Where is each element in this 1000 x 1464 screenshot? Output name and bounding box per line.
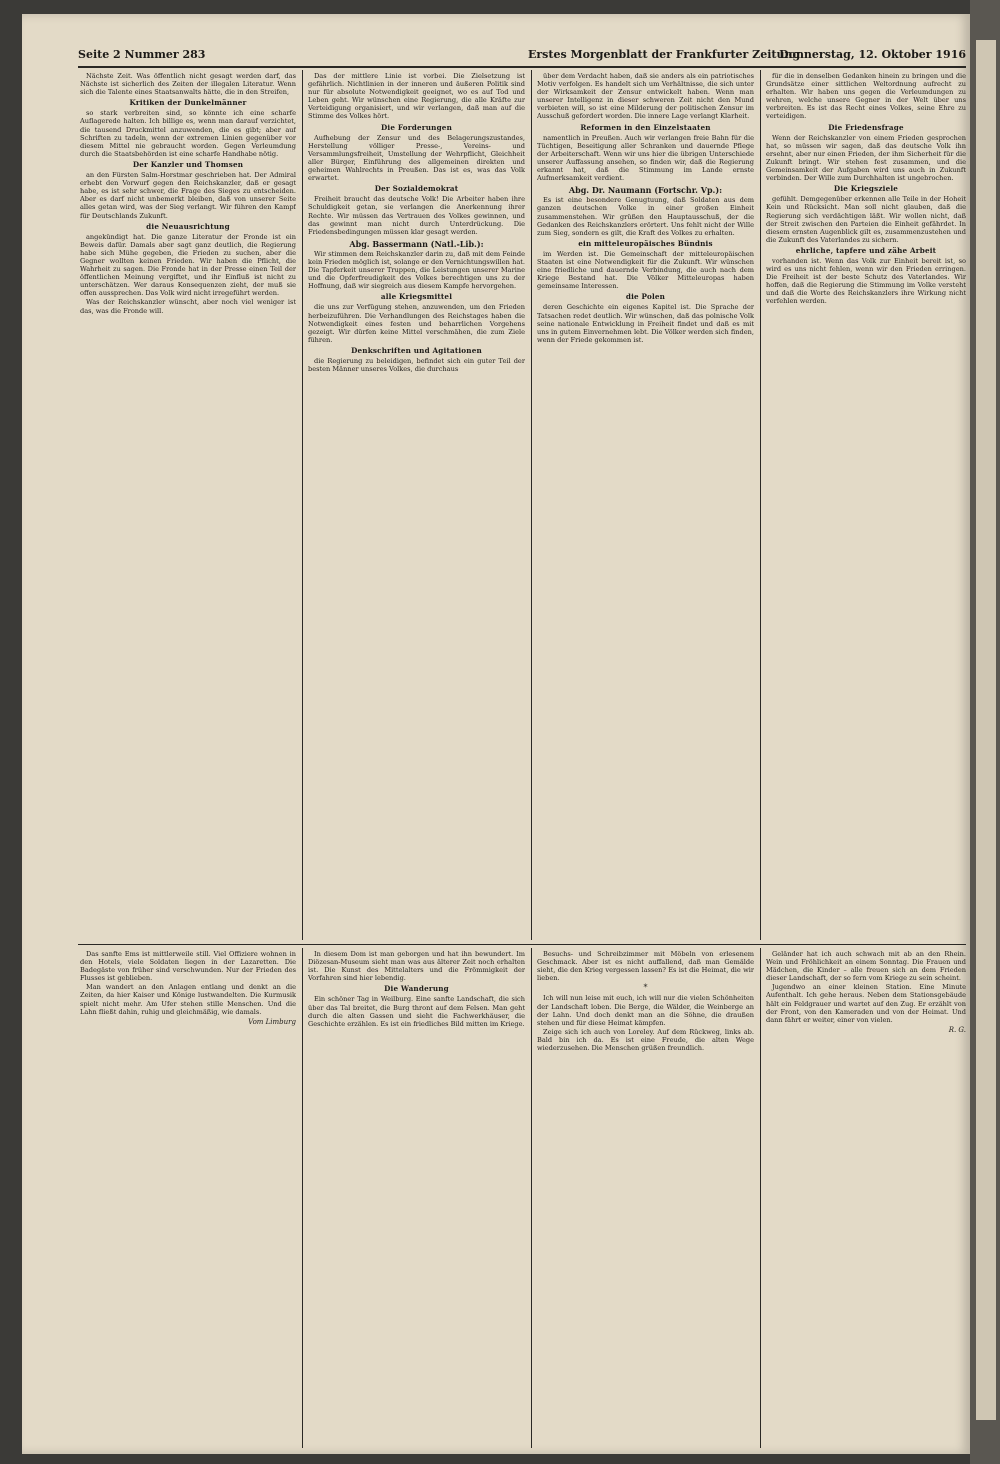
column-divider [302, 948, 303, 1448]
paragraph: Geländer hat ich auch schwach mit ab an den Rhein. Wein und Fröhlichkeit an einem Sonntag. Die Frauen und Mädchen, die Kinder – alle freuen sich an dem Frieden dieser Landschaft, der so fern vom Kriege zu sein scheint. [766, 950, 966, 983]
article-column-2 [308, 72, 525, 940]
paragraph: vorhanden ist. Wenn das Volk zur Einheit bereit ist, so wird es uns nicht fehlen, wenn wir den Frieden erringen. Die Freiheit ist der beste Schutz des Vaterlandes. Wir hoffen, daß die Regierung die Stimmung im Volke versteht und daß die Worte des Reichskanzlers ihre Wirkung nicht verfehlen werden. [766, 256, 966, 306]
newspaper-page [22, 14, 970, 1454]
section-heading: alle Kriegsmittel [380, 292, 453, 302]
paragraph: die Regierung zu beleidigen, befindet sich ein guter Teil der besten Männer unseres Volkes, die durchaus [308, 357, 525, 374]
article-column-1 [80, 72, 296, 940]
feuilleton-column-2 [308, 950, 525, 1445]
paragraph: für die in denselben Gedanken hinein zu bringen und die Grundsätze einer sittlichen Weltordnung aufrecht zu erhalten. Wir haben uns gegen die Verleumdungen zu wehren, welche unsere Gegner in der Welt über uns verbreiten. Es ist das Recht eines Volkes, seine Ehre zu verteidigen. [766, 72, 966, 121]
paragraph: Man wandert an den Anlagen entlang und denkt an die Zeiten, da hier Kaiser und Könige lustwandelten. Die Kurmusik spielt nicht mehr. Am Ufer stehen stille Menschen. Und die Lahn fließt dahin, ruhig und gleichmäßig, wie damals. [80, 983, 296, 1016]
paragraph: Es ist eine besondere Genugtuung, daß Soldaten aus dem ganzen deutschen Volke in einer großen Einheit zusammenstehen. Wir grüßen den Hauptausschuß, der die Gedanken des Reichskanzlers erörtert. Uns fehlt nicht der Wille zum Sieg, sondern es gilt, die Kraft des Volkes zu erhalten. [537, 196, 754, 237]
paragraph: Aufhebung der Zensur und des Belagerungszustandes, Herstellung völliger Presse-, Vereins- und Versammlungsfreiheit, Umstellung der Wehrpflicht, Gleichheit aller Bürger, Einführung des allgemeinen direkten und geheimen Wahlrechts in Preußen. Das ist es, was das Volk erwartet. [308, 133, 525, 183]
column-divider [302, 70, 303, 940]
issue-date: Donnerstag, 12. Oktober 1916 [779, 48, 966, 61]
paragraph: Wenn der Reichskanzler von einem Frieden gesprochen hat, so müssen wir sagen, daß das deutsche Volk ihn ersehnt, aber nur einen Frieden, der ihm Sicherheit für die Zukunft bringt. Wir stehen fest zusammen, und die Gemeinsamkeit der Aufgaben wird uns auch in Zukunft verbinden. Der Wille zum Durchhalten ist ungebrochen. [766, 133, 966, 183]
paragraph: deren Geschichte ein eigenes Kapitel ist. Die Sprache der Tatsachen redet deutlich. Wir wünschen, daß das polnische Volk seine nationale Entwicklung in Freiheit findet und daß es mit uns in gutem Einvernehmen lebt. Die Völker werden sich finden, wenn der Friede gekommen ist. [537, 303, 754, 344]
section-heading: die Polen [625, 292, 666, 302]
paragraph: Besuchs- und Schreibzimmer mit Möbeln von erlesenem Geschmack. Aber ist es nicht auffallend, daß man Gemälde sieht, die den Krieg vergessen lassen? Es ist die Heimat, die wir lieben. [537, 950, 754, 983]
page-header [78, 46, 966, 64]
section-heading: Die Wanderung [384, 984, 449, 994]
header-rule [78, 66, 966, 68]
paragraph: Zeige sich ich auch von Loreley. Auf dem Rückweg, links ab. Bald bin ich da. Es ist eine Freude, die alten Wege wiederzusehen. Die Menschen grüßen freundlich. [537, 1027, 754, 1053]
paragraph: angekündigt hat. Die ganze Literatur der Fronde ist ein Beweis dafür. Damals aber sagt ganz deutlich, die Regierung habe sich Mühe gegeben, die Frieden zu suchen, aber die Gegner wollten keinen Frieden. Wir haben die Pflicht, die Wahrheit zu sagen. Die Fronde hat in der Presse einen Teil der öffentlichen Meinung vergiftet, und ihr Einfluß ist nicht zu unterschätzen. Wer daraus Konsequenzen zieht, der muß sie offen aussprechen. Das Volk wird nicht irregeführt werden. [80, 232, 296, 298]
section-rule [78, 944, 966, 945]
paragraph: im Werden ist. Die Gemeinschaft der mitteleuropäischen Staaten ist eine Notwendigkeit für die Zukunft. Wir wünschen eine friedliche und dauernde Verbindung, die auch nach dem Kriege Bestand hat. Die Völker Mitteleuropas haben gemeinsame Interessen. [537, 249, 754, 291]
section-heading: Der Sozialdemokrat [374, 184, 459, 194]
paragraph: Jugendwo an einer kleinen Station. Eine Minute Aufenthalt. Ich gehe heraus. Neben dem Stationsgebäude hält ein Feldgrauer und wartet auf den Zug. Er erzählt von der Front, von den Kameraden und von der Heimat. Und dann fährt er weiter, einer von vielen. [766, 983, 966, 1024]
paragraph: Nächste Zeit. Was öffentlich nicht gesagt werden darf, das Nächste ist sicherlich des Zeiten der illegalen Literatur. Wenn sich die Talente eines Staatsanwalts hätte, die in den Streifen, [80, 72, 296, 97]
speaker-heading: Abg. Bassermann (Natl.-Lib.): [349, 238, 484, 249]
section-heading: ehrliche, tapfere und zähe Arbeit [795, 245, 937, 255]
paragraph: an den Fürsten Salm-Horstmar geschrieben hat. Der Admiral erhebt den Vorwurf gegen den Reichskanzler, daß er gesagt habe, es ist sehr schwer, die Frage des Sieges zu entscheiden. Aber es darf nicht unbemerkt bleiben, daß von unserer Seite alles getan wird, was der Sieg verlangt. Wir führen den Kampf für Deutschlands Zukunft. [80, 171, 296, 220]
feuilleton-column-4 [766, 950, 966, 1445]
section-heading: Reformen in den Einzelstaaten [580, 122, 711, 132]
paragraph: Was der Reichskanzler wünscht, aber noch viel weniger ist das, was die Fronde will. [80, 298, 296, 315]
paragraph: Wir stimmen dem Reichskanzler darin zu, daß mit dem Feinde kein Frieden möglich ist, solange er den Vernichtungswillen hat. Die Tapferkeit unserer Truppen, die Leistungen unserer Marine und die Opferfreudigkeit des Volkes berechtigen uns zu der Hoffnung, daß wir siegreich aus diesem Kampfe hervorgehen. [308, 249, 525, 291]
paragraph: Das der mittlere Linie ist vorbei. Die Zielsetzung ist gefährlich. Nichtlinien in der inneren und äußeren Politik sind nur für absolute Notwendigkeit geeignet, wo es auf Tod und Leben geht. Wir wünschen eine Regierung, die alle Kräfte zur Verteidigung organisiert, und wir verlangen, daß man auf die Stimme des Volkes hört. [308, 72, 525, 121]
section-heading: Die Forderungen [381, 122, 452, 132]
section-heading: die Neuausrichtung [146, 221, 230, 231]
paragraph: namentlich in Preußen. Auch wir verlangen freie Bahn für die Tüchtigen, Beseitigung aller Schranken und dauernde Pflege der Arbeiterschaft. Wenn wir uns hier die übrigen Unterschiede unserer Auffassung ansehen, so finden wir, daß die Regierung erkannt hat, daß die Stimmung im Lande ernste Aufmerksamkeit verdient. [537, 133, 754, 183]
adjacent-page-sliver [976, 40, 996, 1420]
column-divider [531, 70, 532, 940]
adjacent-page-edge [970, 0, 1000, 1464]
feuilleton-column-1 [80, 950, 296, 1445]
column-signature: Vom Limburg [248, 1017, 296, 1026]
paragraph: gefühlt. Demgegenüber erkennen alle Teile in der Hoheit Kein und Rücksicht. Man soll nicht glauben, daß die Regierung sich verdächtigen läßt. Wir wollen nicht, daß der Streit zwischen den Parteien die Einheit gefährdet. In diesem ernsten Augenblick gilt es, zusammenzustehen und die Zukunft des Vaterlandes zu sichern. [766, 195, 966, 244]
feuilleton-column-3 [537, 950, 754, 1445]
article-column-4 [766, 72, 966, 940]
column-divider [760, 948, 761, 1448]
paragraph: so stark verbreiten sind, so könnte ich eine scharfe Auflagerede halten. Ich billige es, wenn man darauf verzichtet, die tausend Druckmittel anzuwenden, die es gibt; aber auf Schriften zu tadeln, wenn der extremen Linien gegenüber vor diesem Mittel nie gebraucht worden. Gegen Verleumdung durch die Staatsbehörden ist eine scharfe Handhabe nötig. [80, 109, 296, 158]
paragraph: In diesem Dom ist man geborgen und hat ihn bewundert. Im Diözesan-Museum sieht man was aus älterer Zeit noch erhalten ist. Die Kunst des Mittelalters und die Frömmigkeit der Vorfahren sind hier lebendig. [308, 950, 525, 983]
column-divider [760, 70, 761, 940]
section-heading: Die Kriegsziele [833, 184, 899, 194]
article-column-3 [537, 72, 754, 940]
column-divider [531, 948, 532, 1448]
section-heading: Die Friedensfrage [828, 122, 904, 132]
section-heading: ein mitteleuropäisches Bündnis [578, 238, 713, 248]
author-initials: R. G. [948, 1025, 966, 1034]
paragraph: Das sanfte Ems ist mittlerweile still. Viel Offiziere wohnen in den Hotels, viele Soldaten liegen in der Lazaretten. Die Badegäste von früher sind verschwunden. Nur der Frieden des Flusses ist geblieben. [80, 950, 296, 983]
newspaper-title: Erstes Morgenblatt der Frankfurter Zeitung [528, 48, 801, 61]
speaker-heading: Abg. Dr. Naumann (Fortschr. Vp.): [568, 185, 723, 196]
section-divider-star: * [643, 983, 648, 993]
section-heading: Kritiken der Dunkelmänner [129, 98, 247, 108]
paragraph: Ein schöner Tag in Weilburg. Eine sanfte Landschaft, die sich über das Tal breitet, die Burg thront auf dem Felsen. Man geht durch die alten Gassen und sieht die Fachwerkhäuser, die Geschichte erzählen. Es ist ein friedliches Bild mitten im Kriege. [308, 995, 525, 1028]
section-heading: Denkschriften und Agitationen [351, 345, 482, 355]
paragraph: die uns zur Verfügung stehen, anzuwenden, um den Frieden herbeizuführen. Die Verhandlungen des Reichstages haben die Notwendigkeit eines festen und beharrlichen Vorgehens gezeigt. Wir dürfen keine Mittel verschmähen, die zum Ziele führen. [308, 303, 525, 344]
paragraph: Freiheit braucht das deutsche Volk! Die Arbeiter haben ihre Schuldigkeit getan, sie verlangen die Anerkennung ihrer Rechte. Wir müssen das Vertrauen des Volkes gewinnen, und das gewinnt man nicht durch Unterdrückung. Die Friedensbedingungen müssen klar gesagt werden. [308, 195, 525, 236]
page-number-label: Seite 2 Nummer 283 [78, 48, 206, 61]
paragraph: über dem Verdacht haben, daß sie anders als ein patriotisches Motiv verfolgen. Es handelt sich um Verhältnisse, die sich unter der Wirksamkeit der Zensur entwickelt haben. Wenn man unserer Intelligenz in dieser schweren Zeit nicht den Mund verbieten will, so ist eine Milderung der politischen Zensur im Ausschuß gefordert worden. Die innere Lage verlangt Klarheit. [537, 72, 754, 121]
section-heading: Der Kanzler und Thomsen [132, 159, 244, 169]
paragraph: Ich will nun leise mit euch, ich will nur die vielen Schönheiten der Landschaft loben. Die Berge, die Wälder, die Weinberge an der Lahn. Und doch denkt man an die Söhne, die draußen stehen und für diese Heimat kämpfen. [537, 994, 754, 1027]
